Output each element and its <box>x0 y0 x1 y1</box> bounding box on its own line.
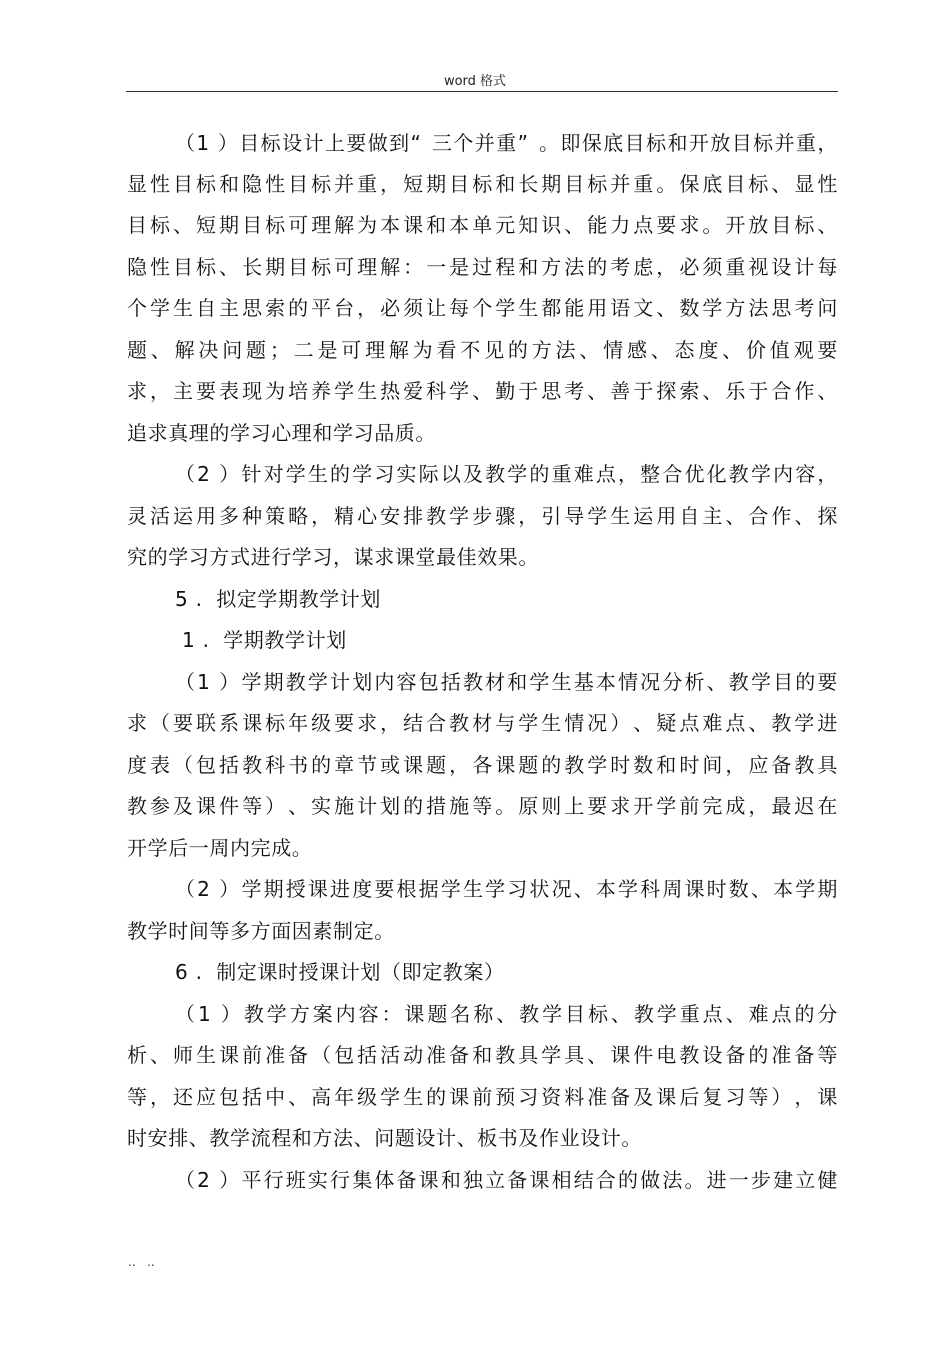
body-text-line: 等 ， 还 应 包 括 中 、 高 年 级 学 生 的 课 前 预 习 资 料 准 备 及 课 后 复 习 等 ） ， 课 <box>127 1085 838 1109</box>
body-text-line: 度 表 （ 包 括 教 科 书 的 章 节 或 课 题 ， 各 课 题 的 教 学 时 数 和 时 间 ， 应 备 教 具 <box>127 753 838 777</box>
body-text-line: 显 性 目 标 和 隐 性 目 标 并 重 ， 短 期 目 标 和 长 期 目 标 并 重 。 保 底 目 标 、 显 性 <box>127 172 838 196</box>
body-text-line: 隐 性 目 标 、 长 期 目 标 可 理 解 ： 一 是 过 程 和 方 法 的 考 虑 ， 必 须 重 视 设 计 每 <box>127 255 838 279</box>
header-divider <box>126 91 838 92</box>
body-text-line: 究 的 学 习 方 式 进 行 学 习 ， 谋 求 课 堂 最 佳 效 果 。 <box>127 545 539 569</box>
body-text-line: 题 、 解 决 问 题 ； 二 是 可 理 解 为 看 不 见 的 方 法 、 情 感 、 态 度 、 价 值 观 要 <box>127 338 838 362</box>
body-text-line: （ 1 ） 教 学 方 案 内 容 ： 课 题 名 称 、 教 学 目 标 、 教 学 重 点 、 难 点 的 分 <box>175 1002 838 1026</box>
body-text-line: 个 学 生 自 主 思 索 的 平 台 ， 必 须 让 每 个 学 生 都 能 用 语 文 、 数 学 方 法 思 考 问 <box>127 296 838 320</box>
body-text-line: 时 安 排 、 教 学 流 程 和 方 法 、 问 题 设 计 、 板 书 及 作 业 设 计 。 <box>127 1126 642 1150</box>
body-text-line: 求 （ 要 联 系 课 标 年 级 要 求 ， 结 合 教 材 与 学 生 情 况 ） 、 疑 点 难 点 、 教 学 进 <box>127 711 838 735</box>
body-text-line: 1 . 学 期 教 学 计 划 <box>182 628 347 652</box>
page-footer-marks: .. .. <box>128 1255 155 1269</box>
body-text-line: （ 1 ） 学 期 教 学 计 划 内 容 包 括 教 材 和 学 生 基 本 情 况 分 析 、 教 学 目 的 要 <box>175 670 838 694</box>
body-text-line: 5 . 拟 定 学 期 教 学 计 划 <box>175 587 381 611</box>
body-text-line: 开 学 后 一 周 内 完 成 。 <box>127 836 312 860</box>
body-text-line: 求 ， 主 要 表 现 为 培 养 学 生 热 爱 科 学 、 勤 于 思 考 、 善 于 探 索 、 乐 于 合 作 、 <box>127 379 838 403</box>
body-text-line: （ 2 ） 针 对 学 生 的 学 习 实 际 以 及 教 学 的 重 难 点 ， 整 合 优 化 教 学 内 容 ， <box>175 462 838 486</box>
body-text-line: 6 . 制 定 课 时 授 课 计 划 （ 即 定 教 案 ） <box>175 960 504 984</box>
page-header-label: word 格式 <box>443 74 507 89</box>
body-text-line: 析 、 师 生 课 前 准 备 （ 包 括 活 动 准 备 和 教 具 学 具 、 课 件 电 教 设 备 的 准 备 等 <box>127 1043 838 1067</box>
body-text-line: 目 标 、 短 期 目 标 可 理 解 为 本 课 和 本 单 元 知 识 、 能 力 点 要 求 。 开 放 目 标 、 <box>127 213 838 237</box>
body-text-line: 教 参 及 课 件 等 ） 、 实 施 计 划 的 措 施 等 。 原 则 上 要 求 开 学 前 完 成 ， 最 迟 在 <box>127 794 838 818</box>
body-text-line: 追 求 真 理 的 学 习 心 理 和 学 习 品 质 。 <box>127 421 436 445</box>
body-text-line: （ 1 ） 目 标 设 计 上 要 做 到 “ 三 个 并 重 ” 。 即 保 底 目 标 和 开 放 目 标 并 重 ， <box>175 131 838 155</box>
body-text-line: 灵 活 运 用 多 种 策 略 ， 精 心 安 排 教 学 步 骤 ， 引 导 学 生 运 用 自 主 、 合 作 、 探 <box>127 504 838 528</box>
body-text-line: （ 2 ） 学 期 授 课 进 度 要 根 据 学 生 学 习 状 况 、 本 学 科 周 课 时 数 、 本 学 期 <box>175 877 838 901</box>
body-text-line: （ 2 ） 平 行 班 实 行 集 体 备 课 和 独 立 备 课 相 结 合 的 做 法 。 进 一 步 建 立 健 <box>175 1168 838 1192</box>
body-text-line: 教 学 时 间 等 多 方 面 因 素 制 定 。 <box>127 919 395 943</box>
